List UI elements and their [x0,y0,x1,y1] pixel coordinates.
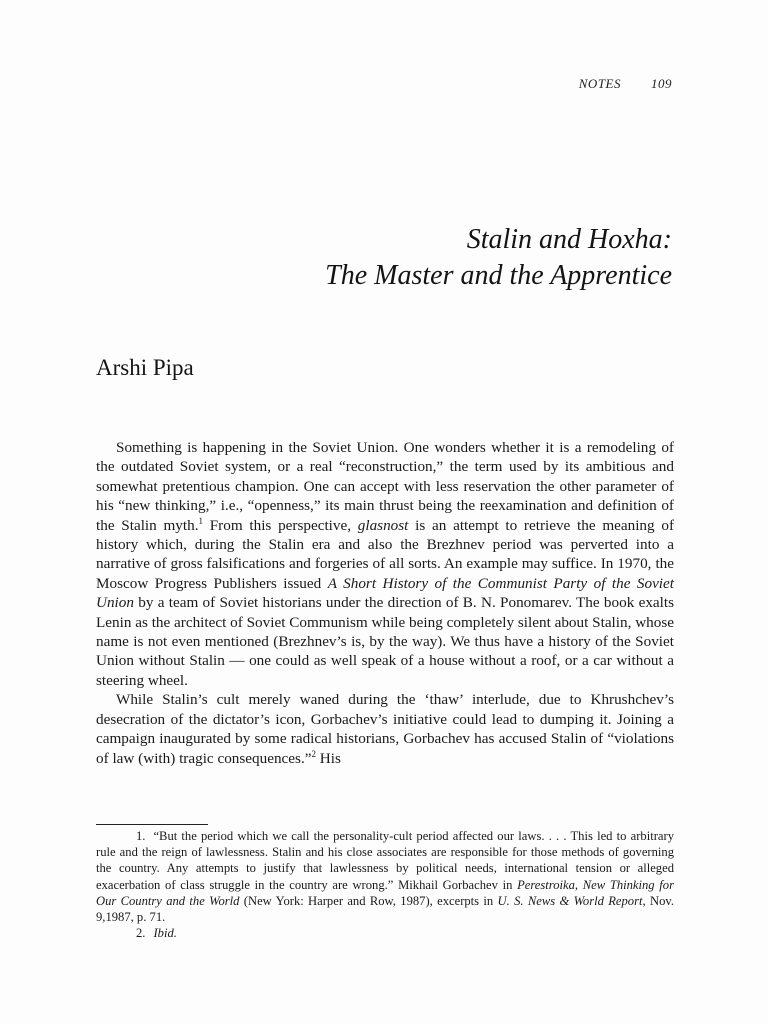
running-head-section: NOTES [578,76,621,91]
running-head [579,76,672,92]
page-number: 109 [651,76,672,91]
p1-text-b: From this perspective, [203,516,358,534]
p1-text-a: Something is happening in the Soviet Union. One wonders whether it is a remodeling of the outdated Soviet system, or a real “reconstruction,” the term used by its ambitious and somewhat pretentious champion. One can accept with less reservation the other parameter of his “new thinking,” i.e., “openness,” its main thrust being the reexamination and definition of the Stalin myth. [96,439,674,534]
article-title [325,222,672,294]
p2-text-a: While Stalin’s cult merely waned during the ‘thaw’ interlude, due to Khrushchev’s desecration of the dictator’s icon, Gorbachev’s initiative could lead to dumping it. Joining a campaign inaugurated by some radical historians, Gorbachev has accused Stalin of “violations of law (with) tragic consequences.” [96,691,674,767]
author-name: Arshi Pipa [96,355,194,380]
footnote-1-number: 1. [136,829,146,843]
footnote-2-number: 2. [136,926,146,941]
paragraph-2 [96,690,674,768]
glasnost-term: glasnost [357,516,409,534]
footnote-1-book-title: Perestroika, New Thinking for Our Country and the World [96,877,674,908]
footnote-2-text: Ibid. [153,926,177,941]
p1-text-c: is an attempt to retrieve the meaning of history which, during the Stalin era and also the Brezhnev period was perverted into a narrative of gross falsifications and forgeries of all sorts. An example may suffice. In 1970, the Moscow Progress Publishers issued [96,516,675,592]
book-title: A Short History of the Communist Party of the Soviet Union [96,574,674,612]
footnote-1-text-a: “But the period which we call the personality-cult period affected our laws. . . . This led to arbitrary rule and the reign of lawlessness. Stalin and his close associates are responsible for those methods of governing the country. Any attempts to justify that lawlessness by political needs, international tension or alleged exacerbation of class struggle in the country are wrong.” Mikhail Gorbachev in [96,829,674,892]
paragraph-1 [96,438,674,690]
p2-text-b: His [316,749,341,767]
footnote-1-text-b: (New York: Harper and Row, 1987), excerpts in [239,893,498,908]
title-line-2: The Master and the Apprentice [325,260,672,291]
footnote-1-text-c: , Nov. 9,1987, p. 71. [96,893,675,925]
footnote-2 [96,925,674,941]
footnote-divider [96,824,208,825]
footnote-1 [96,828,674,925]
footnote-ref-2: 2 [311,748,316,759]
body-text [96,438,674,768]
footnote-ref-1: 1 [198,515,203,526]
p1-text-d: by a team of Soviet historians under the direction of B. N. Ponomarev. The book exalts Lenin as the architect of Soviet Communism while being completely silent about Stalin, whose name is not even mentioned (Brezhnev’s is, by the way). We thus have a history of the Soviet Union without Stalin — one could as well speak of a house without a roof, or a car without a steering wheel. [96,594,674,689]
footnotes [96,828,674,941]
title-line-1: Stalin and Hoxha: [466,224,672,255]
footnote-1-magazine: U. S. News & World Report [497,893,643,908]
